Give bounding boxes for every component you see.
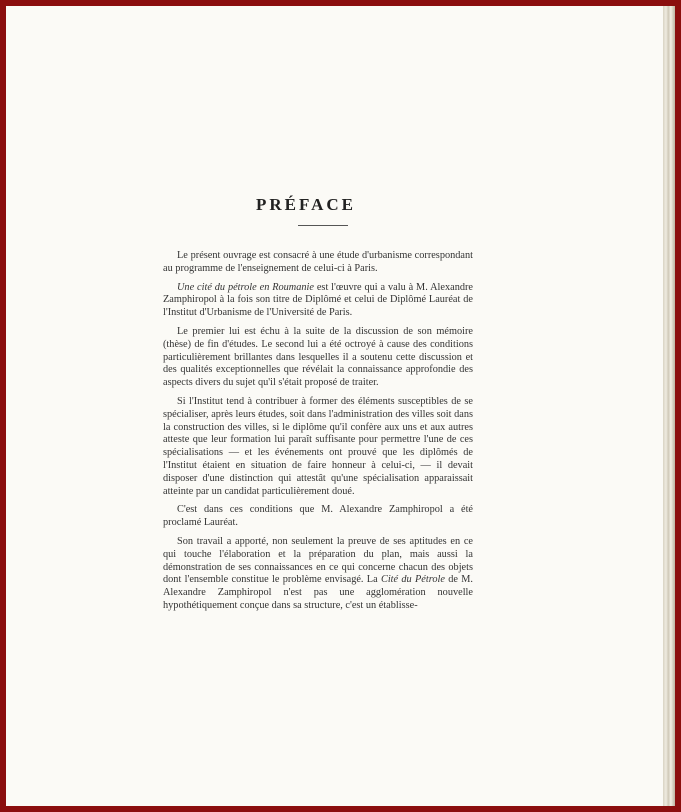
paragraph-5-text: C'est dans ces conditions que M. Alexandre Zamphiropol a été proclamé Lauréat. [163,504,473,529]
paragraph-2-italic-lead: Une cité du pétrole en Roumanie [177,281,314,293]
paragraph-6-text-after: de M. Alexandre Zamphiropol n'est pas une agglomération nouvelle hypothétiquement conçue dans sa structure, c'est un établisse- [163,574,473,611]
paragraph-2 [163,282,473,320]
preface-body [163,250,473,613]
paragraph-2-text: est l'œuvre qui a valu à M. Alexandre Zamphiropol à la fois son titre de Diplômé et celui de Diplômé Lauréat de l'Institut d'Urbanisme de l'Université de Paris. [163,281,473,319]
paragraph-6-text: Son travail a apporté, non seulement la preuve de ses aptitudes en ce qui touche l'élaboration et la préparation du plan, mais aussi la démonstration de ses connaissances en ce qui concerne chacun des objets dont l'ensemble constitue le problème envisagé. La [163,535,473,586]
paragraph-4-text: Si l'Institut tend à contribuer à former des éléments susceptibles de se spécialiser, après leurs études, soit dans l'administration des villes soit dans la construction des villes, si le diplôme qu'il confère aux uns et aux autres atteste que leur formation lui paraît suffisante pour permettre l'une de ces spécialisations — et les événements ont prouvé que les diplômés de l'Institut étaient en situation de faire honneur à celui-ci, — il devait disposer d'une distinction qui attestât qu'une spécialisation apparaissait atteinte par un candidat particulièrement doué. [163,395,473,497]
paragraph-1 [163,250,473,276]
paragraph-4 [163,396,473,498]
paragraph-6-italic: Cité du Pétrole [380,574,445,586]
page-edge [663,6,675,806]
paragraph-5 [163,504,473,530]
page-title: PRÉFACE [255,195,356,214]
book-page [6,6,663,806]
paragraph-1-text: Le présent ouvrage est consacré à une étude d'urbanisme correspondant au programme de l'enseignement de celui-ci à Paris. [163,250,473,274]
paragraph-3 [163,326,473,390]
title-rule [298,225,348,226]
paragraph-6 [163,536,473,613]
paragraph-3-text: Le premier lui est échu à la suite de la discussion de son mémoire (thèse) de fin d'études. Le second lui a été octroyé à cause des conditions particulièrement brillantes dans lesquelles il a soutenu cette discussion et des qualités exceptionnelles que révélait la connaissance approfondie des aspects divers du sujet qu'il s'était proposé de traiter. [163,325,473,389]
